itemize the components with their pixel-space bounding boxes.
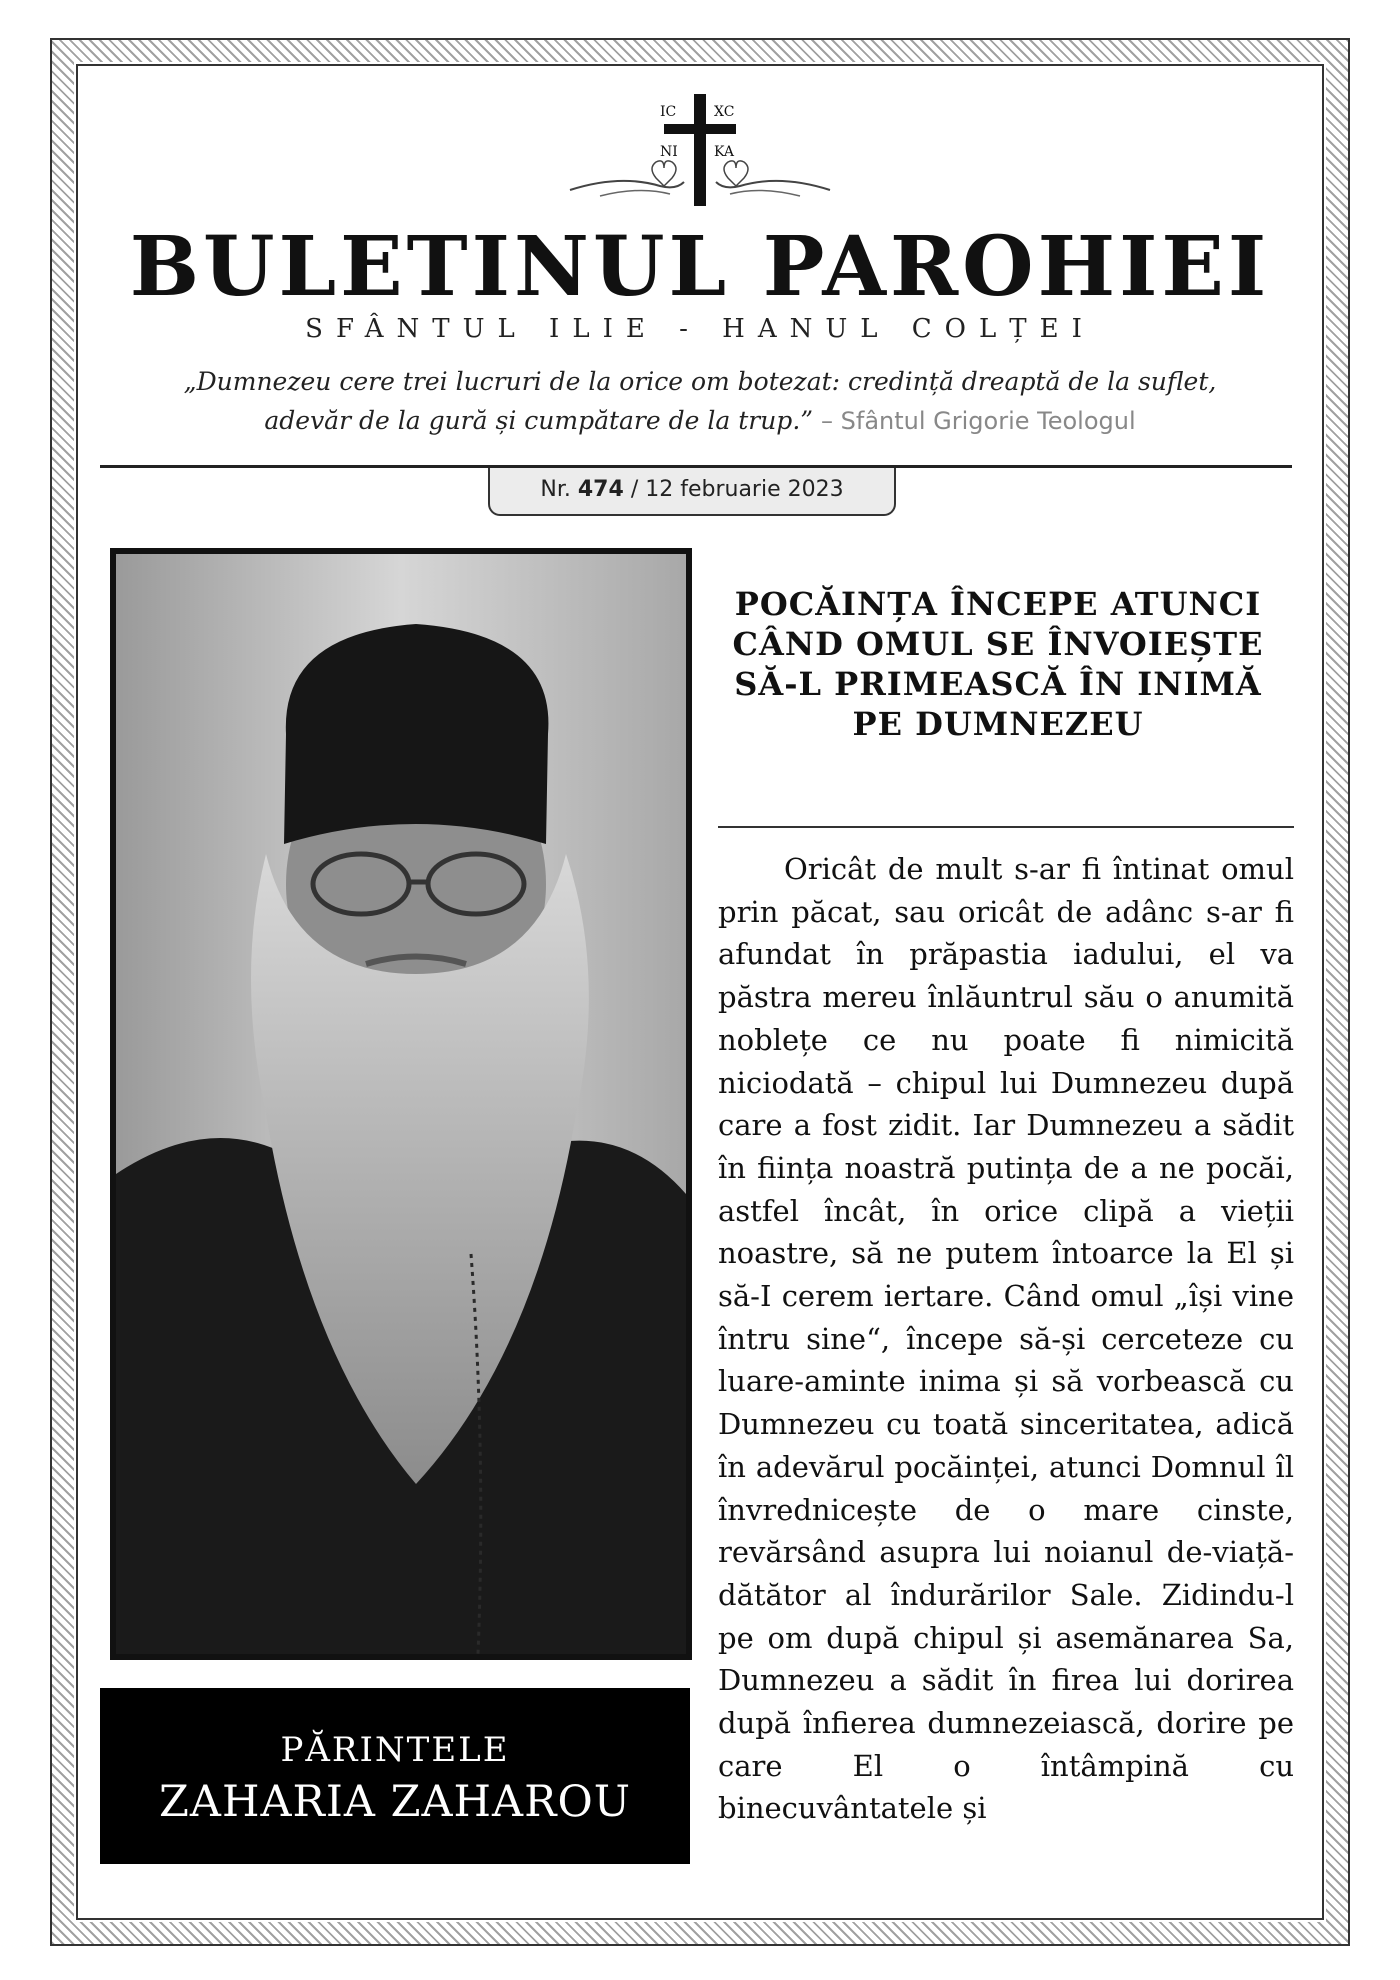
portrait-image-icon: [116, 554, 686, 1654]
caption-line-1: PĂRINTELE: [280, 1730, 510, 1770]
photo-caption: [100, 1688, 690, 1864]
caption-line-2: ZAHARIA ZAHAROU: [159, 1777, 631, 1827]
article-body: Oricât de mult s-ar fi întinat omul prin păcat, sau oricât de adânc s-ar fi afundat în prăpastia iadului, el va păstra mereu înlăuntrul său o anumită noblețe ce nu poate fi nimicită niciodată – chipul lui Dumnezeu după care a fost zidit. Iar Dumnezeu a sădit în ființa noastră putința de a ne pocăi, astfel încât, în orice clipă a vieții noastre, să ne putem întoarce la El și să-I cerem iertare. Când omul „își vine întru sine“, începe să-și cerceteze cu luare-aminte inima și să vorbească cu Dumnezeu cu toată sinceritatea, adică în adevărul pocăinței, atunci Domnul îl învrednicește de o mare cinste, revărsând asupra lui noianul de-viață-dătător al îndurărilor Sale. Zidindu-l pe om după chipul și asemănarea Sa, Dumnezeu a sădit în firea lui dorirea după înfierea dumnezeiască, dorire pe care El o întâmpină cu binecuvântatele și: [718, 852, 1294, 1826]
parish-subtitle: SFÂNTUL ILIE - HANUL COLȚEI: [305, 314, 1095, 344]
issue-prefix: Nr.: [540, 477, 571, 502]
header-quote: [110, 362, 1290, 441]
quote-line-1: „Dumnezeu cere trei lucruri de la orice om botezat: credință dreaptă de la suflet,: [183, 367, 1217, 396]
issue-number: 474: [577, 477, 624, 502]
issue-date: / 12 februarie 2023: [630, 477, 844, 502]
quote-line-2: adevăr de la gură și cumpătare de la trup.”: [264, 406, 814, 435]
emblem-ni: NI: [660, 144, 678, 160]
emblem-ic: IC: [660, 104, 677, 120]
quote-author: – Sfântul Grigorie Teologul: [821, 407, 1136, 435]
emblem-xc: XC: [714, 104, 735, 120]
bulletin-title: BULETINUL PAROHIEI: [129, 219, 1271, 315]
article-title: POCĂINȚA ÎNCEPE ATUNCI CÂND OMUL SE ÎNVOIEȘTE SĂ-L PRIMEASCĂ ÎN INIMĂ PE DUMNEZEU: [732, 585, 1264, 743]
issue-badge: [488, 468, 896, 516]
portrait-photo: [110, 548, 692, 1660]
article-divider: [718, 826, 1294, 828]
cross-emblem-icon: [560, 90, 840, 220]
emblem-ka: KA: [714, 144, 735, 160]
